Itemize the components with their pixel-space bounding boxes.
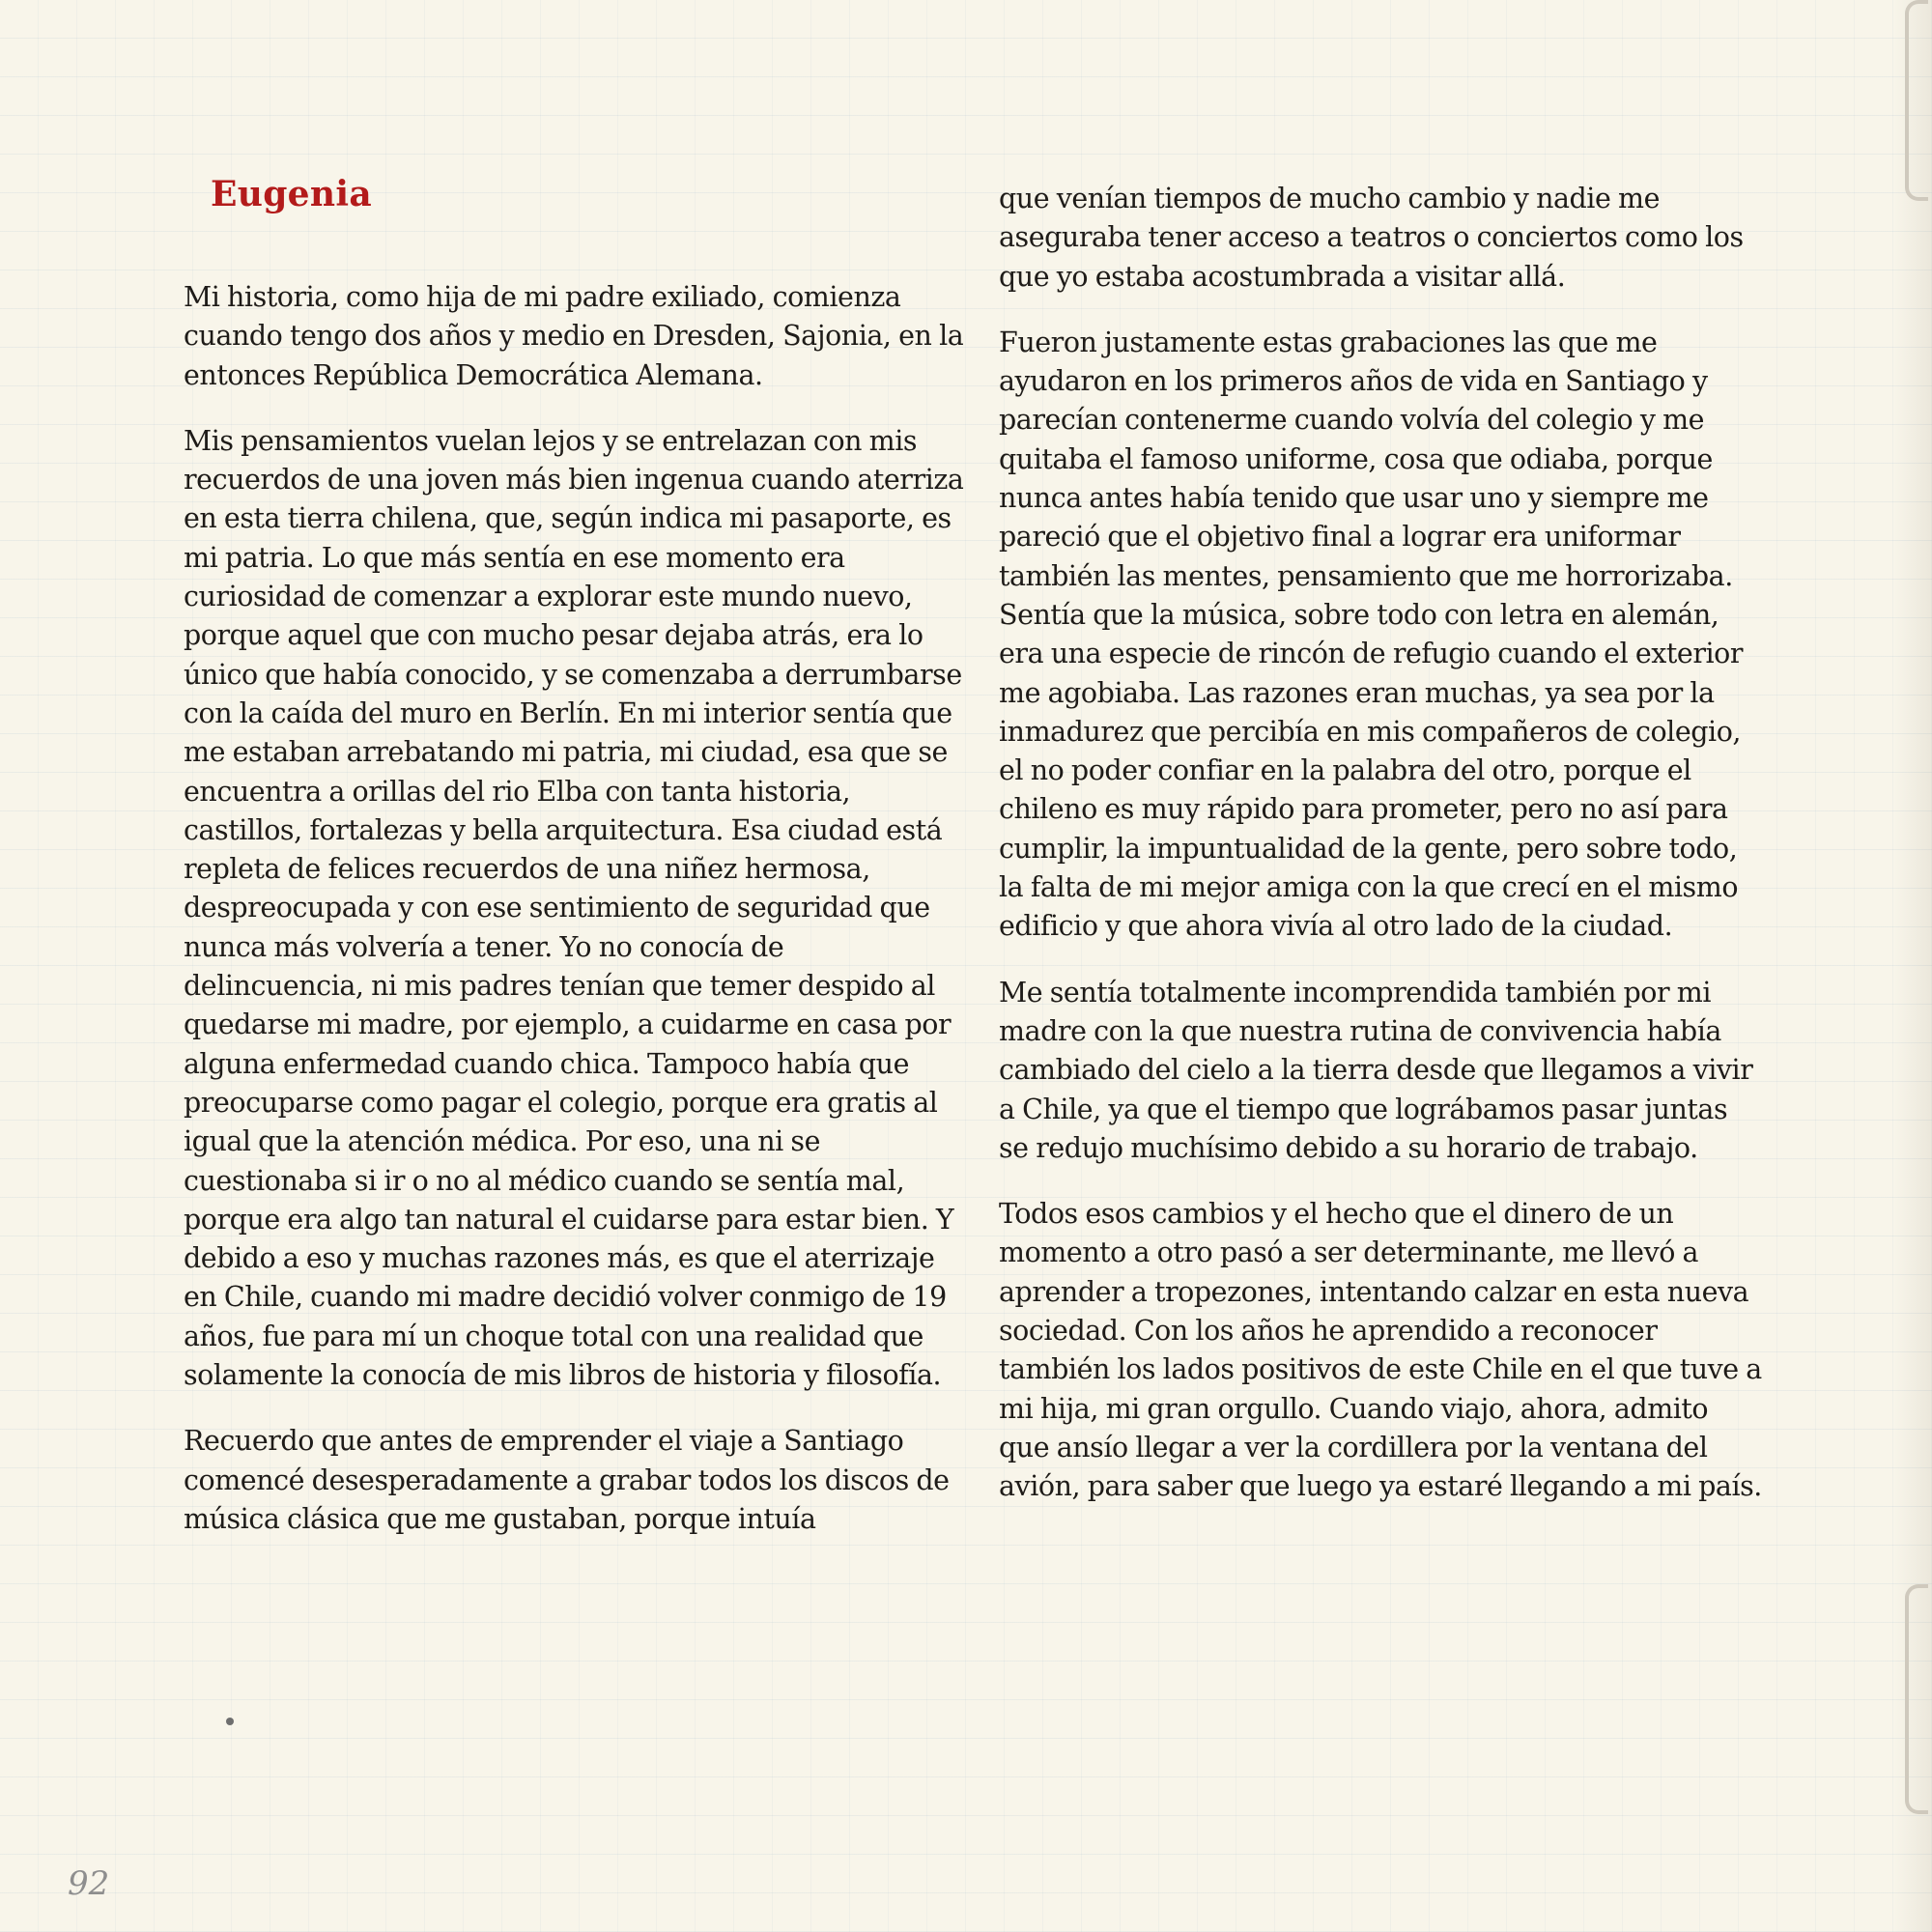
paragraph: Mis pensamientos vuelan lejos y se entrelazan con mis recuerdos de una joven más bien ingenua cuando aterriza en esta tierra chilena, que, según indica mi pasaporte, es mi patria. Lo que más sentía en ese momento era curiosidad de comenzar a explorar este mundo nuevo, porque aquel que con mucho pesar dejaba atrás, era lo único que había conocido, y se comenzaba a derrumbarse con la caída del muro en Berlín. En mi interior sentía que me estaban arrebatando mi patria, mi ciudad, esa que se encuentra a orillas del rio Elba con tanta historia, castillos, fortalezas y bella arquitectura. Esa ciudad está repleta de felices recuerdos de una niñez hermosa, despreocupada y con ese sentimiento de seguridad que nunca más volvería a tener. Yo no conocía de delincuencia, ni mis padres tenían que temer despido al quedarse mi madre, por ejemplo, a cuidarme en casa por alguna enfermedad cuando chica. Tampoco había que preocuparse como pagar el colegio, porque era gratis al igual que la atención médica. Por eso, una ni se cuestionaba si ir o no al médico cuando se sentía mal, porque era algo tan natural el cuidarse para estar bien. Y debido a eso y muchas razones más, es que el aterrizaje en Chile, cuando mi madre decidió volver conmigo de 19 años, fue para mí un choque total con una realidad que solamente la conocía de mis libros de historia y filosofía.	[184, 424, 964, 1392]
section-heading: Eugenia	[211, 174, 372, 214]
paragraph: Me sentía totalmente incomprendida también por mi madre con la que nuestra rutina de convivencia había cambiado del cielo a la tierra desde que llegamos a vivir a Chile, ya que el tiempo que lográbamos pasar juntas se redujo muchísimo debido a su horario de trabajo.	[999, 976, 1753, 1164]
binding-ring	[1905, 0, 1928, 201]
paragraph: Todos esos cambios y el hecho que el dinero de un momento a otro pasó a ser determinante, me llevó a aprender a tropezones, intentando calzar en esta nueva sociedad. Con los años he aprendido a reconocer también los lados positivos de este Chile en el que tuve a mi hija, mi gran orgullo. Cuando viajo, ahora, admito que ansío llegar a ver la cordillera por la ventana del avión, para saber que luego ya estaré llegando a mi país.	[999, 1198, 1762, 1503]
ink-speck	[226, 1718, 234, 1725]
paragraph: Mi historia, como hija de mi padre exiliado, comienza cuando tengo dos años y medio en Dresden, Sajonia, en la entonces República Democrática Alemana.	[184, 281, 964, 391]
right-text-column	[999, 180, 1762, 1534]
paragraph: Recuerdo que antes de emprender el viaje a Santiago comencé desesperadamente a grabar todos los discos de música clásica que me gustaban, porque intuía	[184, 1425, 950, 1535]
binding-ring	[1905, 1584, 1928, 1814]
page-number: 92	[68, 1864, 110, 1903]
paragraph: Fueron justamente estas grabaciones las que me ayudaron en los primeros años de vida en Santiago y parecían contenerme cuando volvía del colegio y me quitaba el famoso uniforme, cosa que odiaba, porque nunca antes había tenido que usar uno y siempre me pareció que el objetivo final a lograr era uniformar también las mentes, pensamiento que me horrorizaba. Sentía que la música, sobre todo con letra en alemán, era una especie de rincón de refugio cuando el exterior me agobiaba. Las razones eran muchas, ya sea por la inmadurez que percibía en mis compañeros de colegio, el no poder confiar en la palabra del otro, porque el chileno es muy rápido para prometer, pero no así para cumplir, la impuntualidad de la gente, pero sobre todo, la falta de mi mejor amiga con la que crecí en el mismo edificio y que ahora vivía al otro lado de la ciudad.	[999, 326, 1744, 943]
left-text-column	[184, 278, 971, 1566]
paragraph: que venían tiempos de mucho cambio y nadie me aseguraba tener acceso a teatros o conciertos como los que yo estaba acostumbrada a visitar allá.	[999, 183, 1744, 293]
